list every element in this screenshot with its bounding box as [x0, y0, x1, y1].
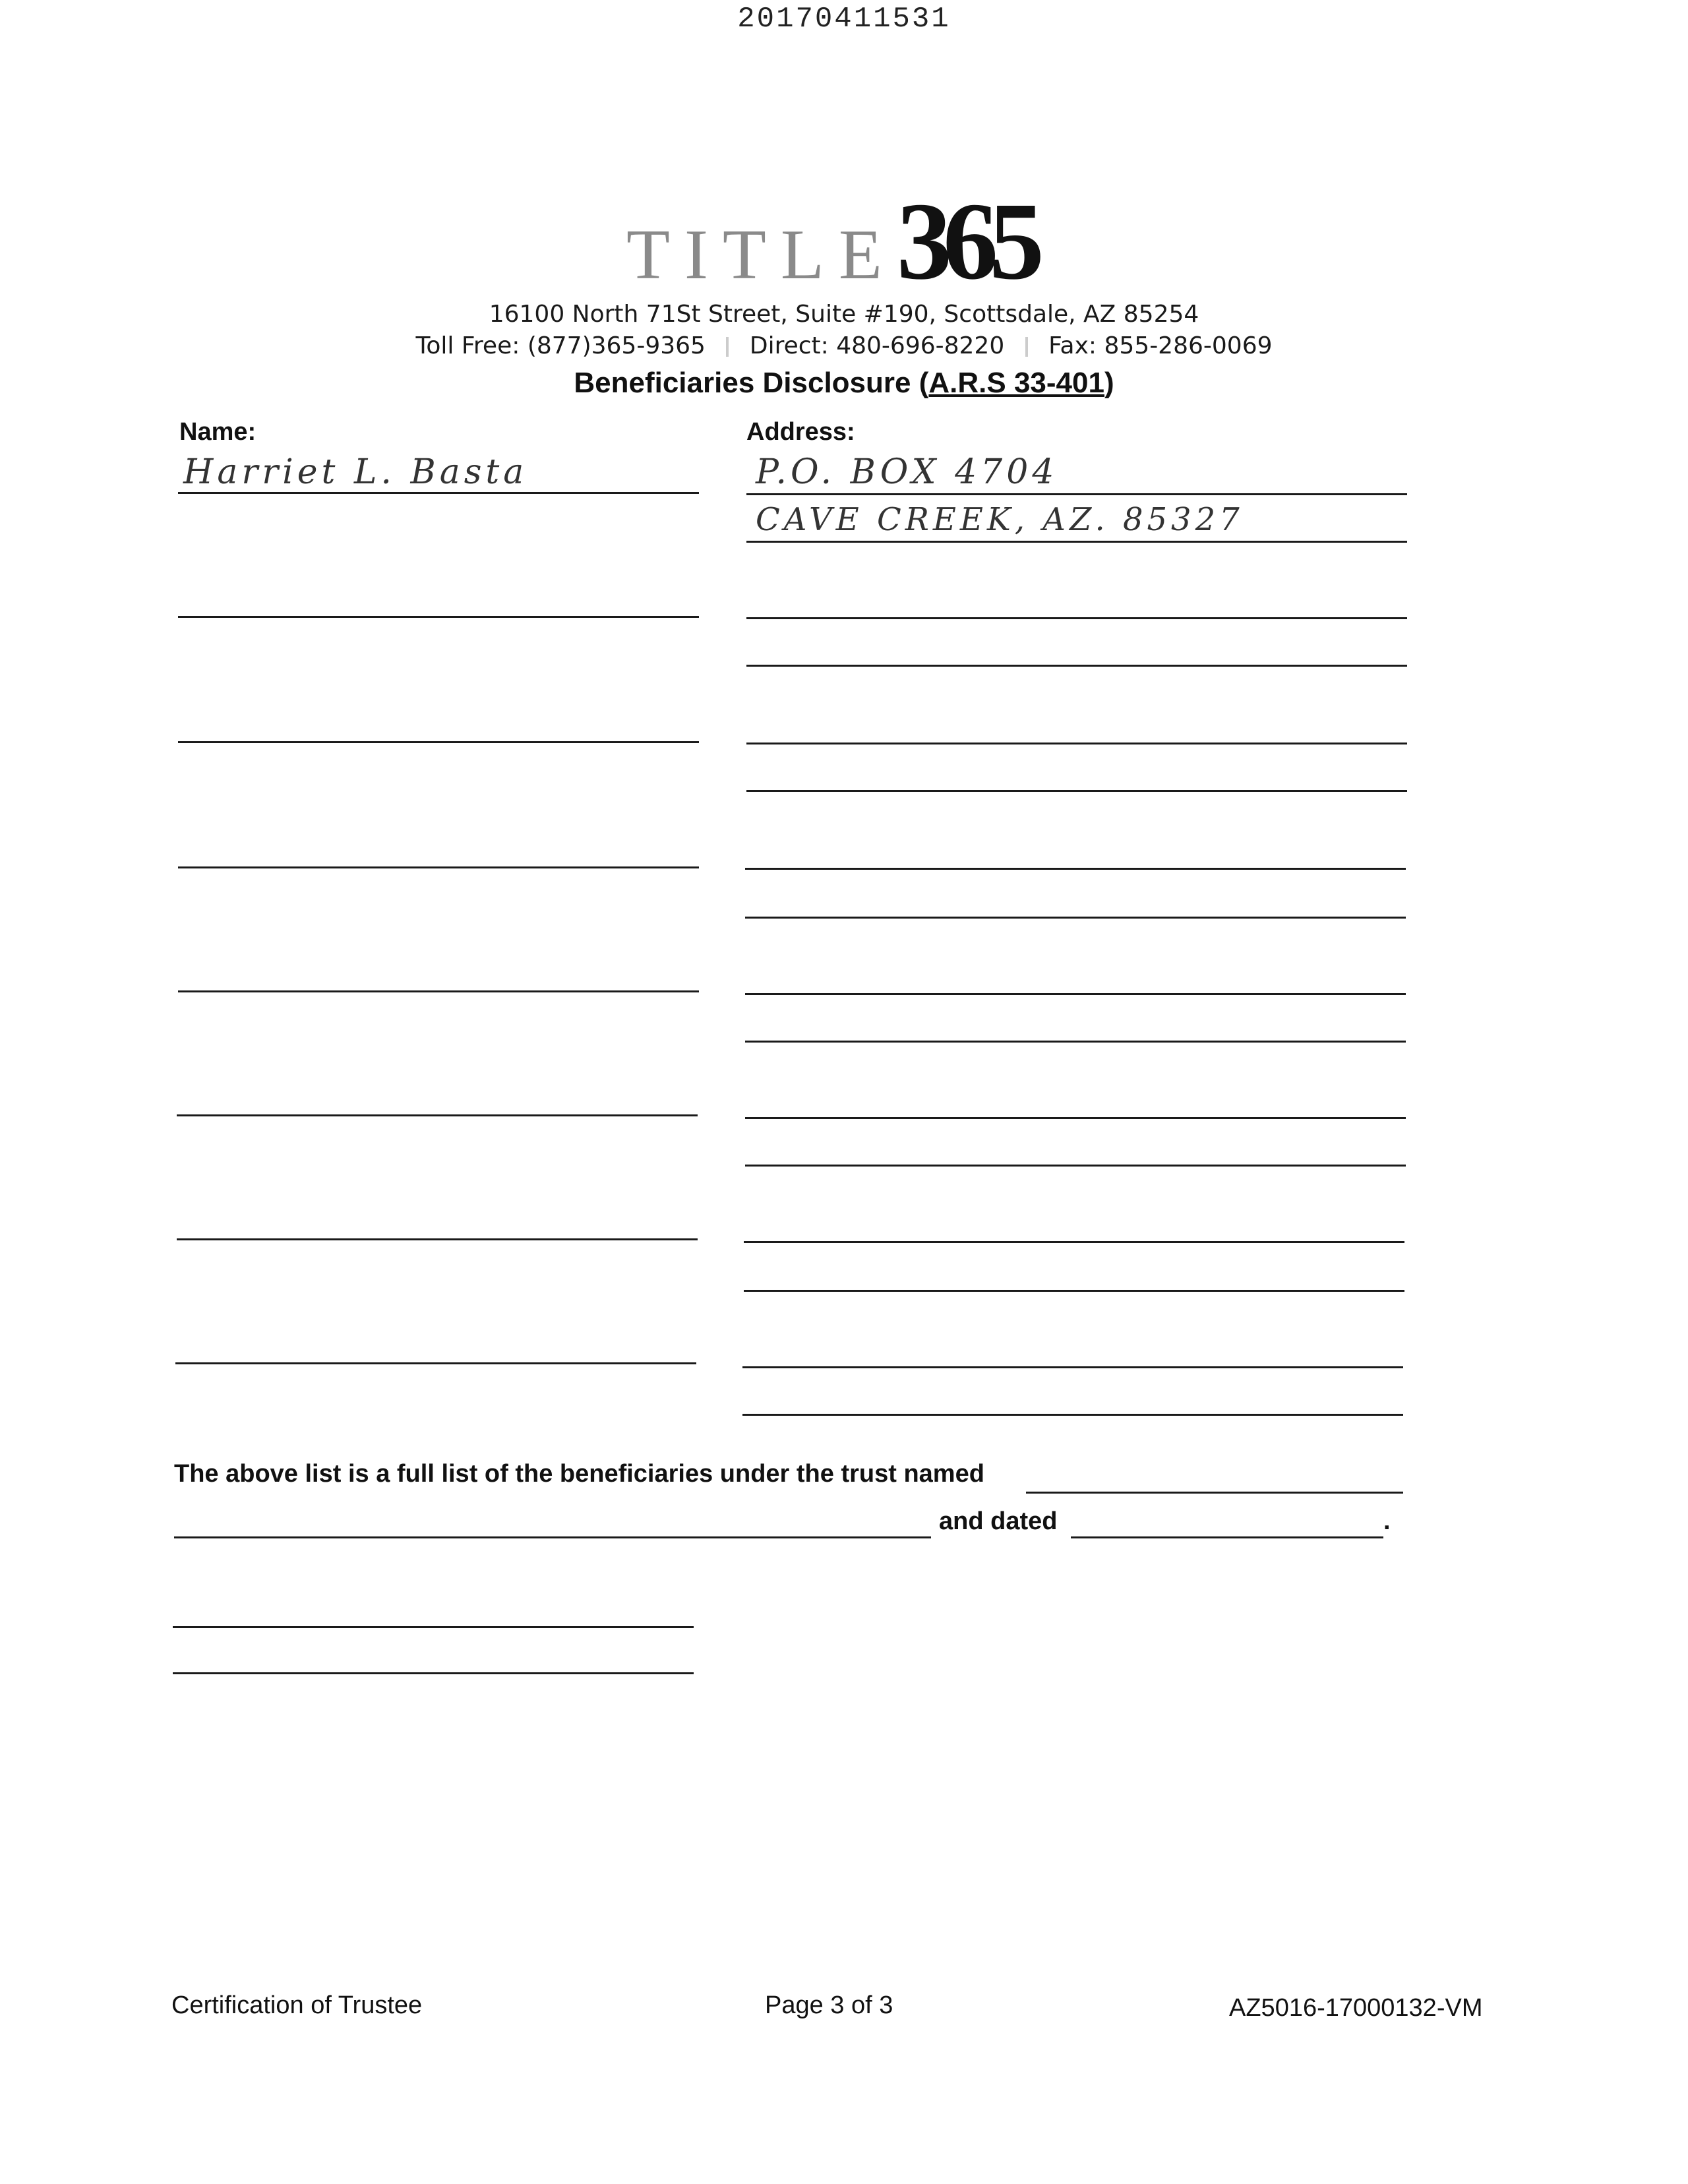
name-line[interactable]: [178, 866, 699, 868]
address-line[interactable]: [746, 541, 1407, 543]
form-title-text: Beneficiaries Disclosure: [574, 367, 911, 399]
toll-free-number: (877)365-9365: [527, 332, 706, 359]
address-line[interactable]: [746, 493, 1407, 495]
trust-date-line[interactable]: [1071, 1536, 1383, 1538]
recording-number: 20170411531: [737, 3, 951, 36]
and-dated-label: and dated: [939, 1507, 1058, 1535]
logo-word: TITLE: [626, 216, 897, 294]
address-line[interactable]: [745, 1165, 1406, 1167]
footer-document-title: Certification of Trustee: [171, 1991, 423, 2019]
name-line[interactable]: [177, 1238, 698, 1240]
name-line[interactable]: [178, 741, 699, 743]
title365-logo: [626, 178, 1035, 303]
address-line[interactable]: [746, 617, 1407, 619]
address-line[interactable]: [742, 1414, 1403, 1416]
address-line[interactable]: [746, 665, 1407, 667]
address-line[interactable]: [742, 1366, 1403, 1368]
beneficiary-address-line1-handwritten: P.O. BOX 4704: [756, 452, 1058, 492]
form-title: Beneficiaries Disclosure (A.R.S 33-401): [574, 367, 1114, 399]
name-line[interactable]: [178, 990, 699, 992]
name-line[interactable]: [177, 1114, 698, 1116]
address-line[interactable]: [745, 917, 1406, 919]
footer-page-number: Page 3 of 3: [765, 1991, 893, 2019]
address-line[interactable]: [745, 993, 1406, 995]
company-address: 16100 North 71St Street, Suite #190, Scottsdale, AZ 85254: [489, 301, 1199, 328]
name-line[interactable]: [178, 492, 699, 494]
beneficiary-name-handwritten: Harriet L. Basta: [183, 452, 528, 492]
direct-phone: Direct: 480-696-8220: [749, 332, 1005, 359]
footer-file-number: AZ5016-17000132-VM: [1229, 1994, 1483, 2022]
trust-statement: The above list is a full list of the beneficiaries under the trust named: [174, 1460, 984, 1488]
name-column-label: Name:: [179, 418, 256, 446]
statute-citation: A.R.S 33-401: [928, 367, 1104, 399]
name-line[interactable]: [175, 1362, 696, 1364]
address-line[interactable]: [745, 1117, 1406, 1119]
separator: [726, 337, 729, 357]
separator: [1025, 337, 1028, 357]
signature-line[interactable]: [173, 1672, 694, 1674]
name-line[interactable]: [178, 616, 699, 618]
address-line[interactable]: [745, 1041, 1406, 1043]
address-line[interactable]: [745, 868, 1406, 870]
contact-line: [0, 332, 1688, 359]
address-line[interactable]: [744, 1290, 1404, 1292]
logo-number: 365: [896, 180, 1035, 303]
address-line[interactable]: [746, 743, 1407, 744]
trust-name-line[interactable]: [1026, 1492, 1403, 1494]
toll-free-label: Toll Free:: [415, 332, 520, 359]
address-line[interactable]: [744, 1241, 1404, 1243]
signature-line[interactable]: [173, 1626, 694, 1628]
fax-number: Fax: 855-286-0069: [1048, 332, 1273, 359]
address-line[interactable]: [746, 790, 1407, 792]
address-column-label: Address:: [746, 418, 855, 446]
trust-name-line-continued[interactable]: [174, 1536, 931, 1538]
beneficiary-address-line2-handwritten: CAVE CREEK, AZ. 85327: [756, 501, 1244, 538]
statement-period: .: [1383, 1507, 1391, 1535]
